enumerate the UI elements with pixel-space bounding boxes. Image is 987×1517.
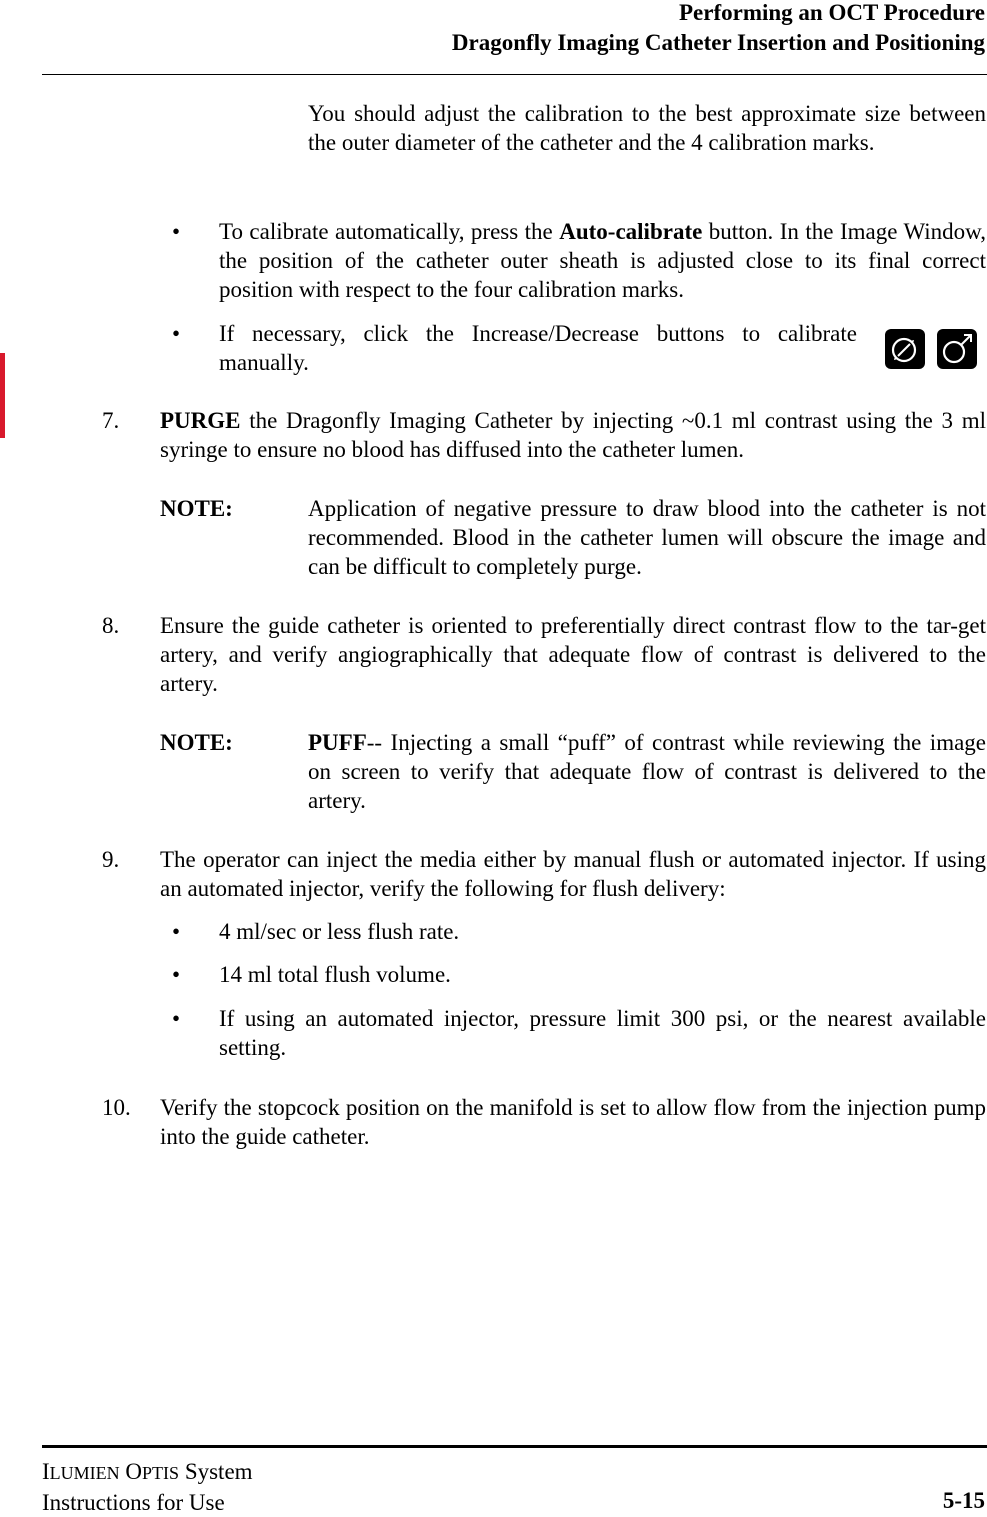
header-chapter-title: Performing an OCT Procedure: [679, 0, 985, 25]
pressure-limit-bullet: If using an automated injector, pressure limit 300 psi, or the nearest available setting.: [219, 1006, 986, 1060]
auto-calibrate-bullet: [219, 217, 986, 304]
bullet-marker: •: [172, 219, 181, 244]
auto-calibrate-text-post: button. In the Image Window, the position of the catheter outer sheath is adjusted close to its final correct position with respect to the four calibration marks.: [219, 219, 987, 302]
brand-rest: LUMIEN: [49, 1463, 120, 1483]
note-label: NOTE:: [160, 730, 233, 755]
step-number: 9.: [102, 847, 120, 872]
auto-calibrate-button-reference: Auto-calibrate: [559, 219, 703, 244]
step-10-text: Verify the stopcock position on the manifold is set to allow flow from the injection pump into the guide catheter.: [160, 1095, 986, 1149]
auto-calibrate-text-pre: To calibrate automatically, press the: [219, 219, 553, 244]
brand-initial: O: [125, 1459, 143, 1484]
step-number: 7.: [102, 408, 120, 433]
revision-change-bar: [0, 353, 5, 438]
purge-keyword: PURGE: [160, 408, 241, 433]
flush-rate-bullet: 4 ml/sec or less flush rate.: [219, 919, 460, 944]
bullet-marker: •: [172, 919, 181, 944]
calibration-intro-paragraph: You should adjust the calibration to the best approximate size between the outer diameter of the catheter and the 4 calibration marks.: [308, 101, 986, 155]
bullet-marker: •: [172, 962, 181, 987]
step-8-note: [308, 728, 986, 815]
header-section-title: Dragonfly Imaging Catheter Insertion and Positioning: [451, 30, 985, 55]
decrease-calibration-icon: [937, 329, 977, 369]
step-8-note-body: -- Injecting a small “puff” of contrast while reviewing the image on screen to verify that adequate flow of contrast is delivered to the artery.: [308, 730, 986, 813]
brand-suffix: System: [179, 1459, 253, 1484]
increase-calibration-icon: [885, 329, 925, 369]
footer-product-name: [42, 1457, 253, 1488]
bullet-marker: •: [172, 321, 181, 346]
running-header: [452, 0, 985, 58]
note-label: NOTE:: [160, 496, 233, 521]
step-7-body: the Dragonfly Imaging Catheter by injecting ~0.1 ml contrast using the 3 ml syringe to ensure no blood has diffused into the catheter lumen.: [160, 408, 986, 462]
bullet-marker: •: [172, 1006, 181, 1031]
step-9-text: The operator can inject the media either by manual flush or automated injector. If using an automated injector, verify the following for flush delivery:: [160, 847, 986, 901]
step-8-text: Ensure the guide catheter is oriented to preferentially direct contrast flow to the tar-get artery, and verify angiographically that adequate flow of contrast is delivered to the artery.: [160, 613, 986, 696]
flush-volume-bullet: 14 ml total flush volume.: [219, 962, 451, 987]
footer-divider: [42, 1445, 987, 1448]
manual-calibrate-bullet: If necessary, click the Increase/Decrease buttons to calibrate manually.: [219, 321, 857, 375]
puff-keyword: PUFF: [308, 730, 367, 755]
footer-product-info: [42, 1457, 253, 1517]
footer-document-type: Instructions for Use: [42, 1490, 225, 1515]
brand-initial: I: [42, 1459, 50, 1484]
step-7-text: [160, 406, 986, 464]
step-number: 8.: [102, 613, 120, 638]
step-7-note: Application of negative pressure to draw blood into the catheter is not recommended. Blood in the catheter lumen will obscure the image and can be difficult to completely purge.: [308, 496, 986, 579]
page-number: 5-15: [942, 1488, 985, 1513]
step-number: 10.: [102, 1095, 131, 1120]
brand-rest: PTIS: [142, 1463, 180, 1483]
header-divider: [42, 74, 987, 75]
